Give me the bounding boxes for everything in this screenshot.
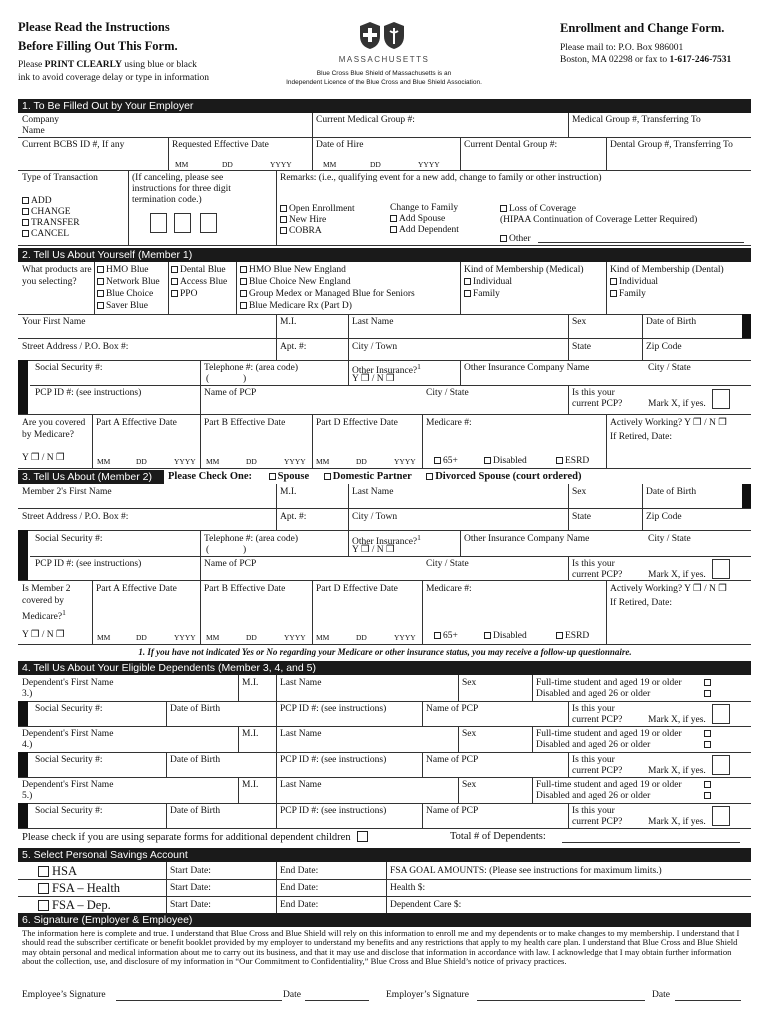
black-marker <box>18 752 28 777</box>
employee-date-line[interactable] <box>305 1000 369 1001</box>
canceling-note-2: instructions for three digit <box>132 184 231 194</box>
medicare-no-label: Medicare #: <box>426 584 472 594</box>
fsa-goal-label: FSA GOAL AMOUNTS: (Please see instructions for maximum limits.) <box>390 866 662 876</box>
city-town-label: City / Town <box>352 342 398 352</box>
member-2-check-one: Please Check One: Spouse Domestic Partner Divorced Spouse (court ordered) <box>164 470 751 484</box>
checkbox-icon[interactable] <box>556 632 563 639</box>
is-current-pcp-1: Is this your <box>572 755 615 765</box>
street-label: Street Address / P.O. Box #: <box>22 342 129 352</box>
product-network-blue[interactable]: Network Blue <box>97 277 160 288</box>
paren-open: ( <box>206 374 210 384</box>
dependent-5-number: 5.) <box>22 791 33 801</box>
sex-label: Sex <box>572 487 587 497</box>
dob-label: Date of Birth <box>646 317 697 327</box>
student-label: Full-time student and aged 19 or older <box>536 678 682 688</box>
checkbox-icon[interactable] <box>500 205 507 212</box>
employer-date-line[interactable] <box>675 1000 741 1001</box>
header-instructions-title-1: Please Read the Instructions <box>18 20 170 34</box>
dental-family-option[interactable]: Family <box>610 289 646 300</box>
yyyy-label: YYYY <box>270 160 292 169</box>
student-label: Full-time student and aged 19 or older <box>536 729 682 739</box>
first-name-label: Your First Name <box>22 317 86 327</box>
other-ins-company-label: Other Insurance Company Name <box>464 363 590 373</box>
change-to-family-label: Change to Family <box>390 203 459 213</box>
date-label: Date <box>652 990 670 1000</box>
yyyy-label: YYYY <box>284 633 306 642</box>
mark-x-label: Mark X, if yes. <box>648 766 706 776</box>
paren-close: ) <box>243 374 247 384</box>
dependent-4-first-name-label: Dependent's First Name <box>22 729 114 739</box>
footnote-note: 1. If you have not indicated Yes or No regarding your Medicare or other insurance status, you may receive a follow-up questionnaire. <box>138 647 632 657</box>
name-of-pcp-label: Name of PCP <box>204 559 257 569</box>
ssn-label: Social Security #: <box>35 806 103 816</box>
checkbox-icon[interactable] <box>484 632 491 639</box>
mark-x-label: Mark X, if yes. <box>648 399 706 409</box>
apt-label: Apt. #: <box>280 512 307 522</box>
black-marker <box>18 701 28 726</box>
add-dependent-option[interactable]: Add Dependent <box>390 225 459 236</box>
is-current-pcp-2: current PCP? <box>572 766 623 776</box>
product-access-blue[interactable]: Access Blue <box>171 277 227 288</box>
esrd-option[interactable]: ESRD <box>556 631 589 642</box>
section-3-header: 3. Tell Us About (Member 2) Please Check One: Spouse Domestic Partner Divorced Spouse (court ordered) <box>18 470 751 484</box>
last-name-label: Last Name <box>280 678 322 688</box>
logo-massachusetts: MASSACHUSETTS <box>338 55 430 64</box>
yyyy-label: YYYY <box>418 160 440 169</box>
mm-label: MM <box>323 160 337 169</box>
yyyy-label: YYYY <box>174 633 196 642</box>
age-65-option[interactable]: 65+ <box>434 456 458 467</box>
is-current-pcp-2: current PCP? <box>572 570 623 580</box>
esrd-option[interactable]: ESRD <box>556 456 589 467</box>
dd-label: DD <box>222 160 233 169</box>
mm-label: MM <box>97 633 111 642</box>
name-of-pcp-label: Name of PCP <box>204 388 257 398</box>
dd-label: DD <box>246 633 257 642</box>
checkbox-icon[interactable] <box>556 457 563 464</box>
black-marker <box>18 803 28 828</box>
if-retired-label: If Retired, Date: <box>610 432 672 442</box>
hipaa-note: (HIPAA Continuation of Coverage Letter Required) <box>500 215 698 225</box>
part-a-label: Part A Effective Date <box>96 584 177 594</box>
checkbox-icon[interactable] <box>704 792 711 799</box>
state-label: State <box>572 342 591 352</box>
total-dependents-label: Total # of Dependents: <box>450 831 546 842</box>
city-state-label: City / State <box>648 363 691 373</box>
checkbox-icon[interactable] <box>97 290 104 297</box>
pcp-id-label: PCP ID #: (see instructions) <box>35 388 142 398</box>
transaction-add[interactable]: ADD <box>22 196 52 207</box>
signature-statement: The information here is complete and true. I understand that Blue Cross and Blue Shield will rely on this information to enroll me and my dependents or to make changes to my membership. I understand that I should read the subscriber certificate or benefit booklet provided by my employer to understand my benefits and any restrictions that apply to my health care plan. I understand that Blue Cross and Blue Shield may obtain personal and medical information about me to carry out its business, and that it may use and disclose that information in accordance with law. I acknowledge that I may obtain further information about the collection, use, and disclosure of my information in “Our Commitment to Confidentiality,” Blue Cross and Blue Shield’s notice of privacy practices. <box>22 928 740 967</box>
actively-working[interactable]: Actively Working? Y ❒ / N ❒ <box>610 418 727 428</box>
employer-signature-label: Employer’s Signature <box>386 990 469 1000</box>
checkbox-icon[interactable] <box>97 302 104 309</box>
is-current-pcp-2: current PCP? <box>572 399 623 409</box>
kind-medical-label: Kind of Membership (Medical) <box>464 265 584 275</box>
mm-label: MM <box>316 457 330 466</box>
checkbox-icon[interactable] <box>484 457 491 464</box>
disabled26-label: Disabled and aged 26 or older <box>536 791 651 801</box>
ssn-label: Social Security #: <box>35 755 103 765</box>
city-state-label-2: City / State <box>426 388 469 398</box>
checkbox-icon[interactable] <box>464 290 471 297</box>
paren-open: ( <box>206 545 210 555</box>
product-ppo[interactable]: PPO <box>171 289 197 300</box>
current-pcp-box[interactable] <box>712 559 730 579</box>
dependent-4-number: 4.) <box>22 740 33 750</box>
form-title: Enrollment and Change Form. <box>560 21 725 35</box>
mail-address-2: Boston, MA 02298 or fax to 1-617-246-7531 <box>560 55 732 65</box>
disabled-option[interactable]: Disabled <box>484 456 527 467</box>
covered-by-medicare-label: Are you covered by Medicare? <box>22 418 86 440</box>
checkbox-icon[interactable] <box>171 290 178 297</box>
black-marker <box>18 360 28 414</box>
mark-x-label: Mark X, if yes. <box>648 817 706 827</box>
product-hmo-blue[interactable]: HMO Blue <box>97 265 149 276</box>
disabled-option[interactable]: Disabled <box>484 631 527 642</box>
medicare-yn[interactable]: Y ❒ / N ❒ <box>22 453 65 463</box>
is-current-pcp-1: Is this your <box>572 704 615 714</box>
dental-group-transfer-label: Dental Group #, Transferring To <box>610 140 733 150</box>
requested-effective-date-label: Requested Effective Date <box>172 140 269 150</box>
dd-label: DD <box>370 160 381 169</box>
name-of-pcp-label: Name of PCP <box>426 806 479 816</box>
yyyy-label: YYYY <box>394 457 416 466</box>
zip-label: Zip Code <box>646 512 682 522</box>
end-date-label: End Date: <box>280 866 319 876</box>
checkbox-icon[interactable] <box>171 266 178 273</box>
dob-label: Date of Birth <box>170 806 221 816</box>
name-of-pcp-label: Name of PCP <box>426 755 479 765</box>
mm-label: MM <box>206 633 220 642</box>
city-state-label-2: City / State <box>426 559 469 569</box>
student-checkbox[interactable] <box>704 729 713 740</box>
is-current-pcp-2: current PCP? <box>572 817 623 827</box>
dd-label: DD <box>136 457 147 466</box>
checkbox-icon[interactable] <box>97 278 104 285</box>
header-instructions-title-2: Before Filling Out This Form. <box>18 39 178 53</box>
last-name-label: Last Name <box>352 487 394 497</box>
checkbox-icon[interactable] <box>280 205 287 212</box>
start-date-label: Start Date: <box>170 883 211 893</box>
member2-medicare-label: Is Member 2 covered by Medicare?$^1$ <box>22 584 71 622</box>
part-b-label: Part B Effective Date <box>204 418 286 428</box>
mi-label: M.I. <box>280 317 297 327</box>
checkbox-icon[interactable] <box>434 632 441 639</box>
disabled26-checkbox[interactable] <box>704 689 713 700</box>
new-hire-option[interactable]: New Hire <box>280 215 326 226</box>
remarks-label: Remarks: (i.e., qualifying event for a new add, change to family or other instruction) <box>280 173 602 183</box>
medical-individual-option[interactable]: Individual <box>464 277 512 288</box>
dependent-3-first-name-label: Dependent's First Name <box>22 678 114 688</box>
other-insurance-label: Other Insurance?$^1$ <box>352 533 421 548</box>
other-insurance-label: Other Insurance?$^1$ <box>352 362 421 377</box>
paren-close: ) <box>243 545 247 555</box>
mi-label: M.I. <box>280 487 297 497</box>
section-6-header: 6. Signature (Employer & Employee) <box>18 913 751 927</box>
logo-sub-2: Independent Licence of the Blue Cross and Blue Shield Association. <box>286 79 482 86</box>
canceling-note-3: termination code.) <box>132 195 202 205</box>
name-of-pcp-label: Name of PCP <box>426 704 479 714</box>
part-a-label: Part A Effective Date <box>96 418 177 428</box>
dental-individual-option[interactable]: Individual <box>610 277 658 288</box>
part-d-label: Part D Effective Date <box>316 418 398 428</box>
telephone-label: Telephone #: (area code) <box>204 363 299 373</box>
city-state-label: City / State <box>648 534 691 544</box>
last-name-label: Last Name <box>352 317 394 327</box>
end-date-label: End Date: <box>280 883 319 893</box>
ssn-label: Social Security #: <box>35 704 103 714</box>
mi-label: M.I. <box>242 780 259 790</box>
telephone-label: Telephone #: (area code) <box>204 534 299 544</box>
checkbox-icon[interactable] <box>22 197 29 204</box>
yyyy-label: YYYY <box>284 457 306 466</box>
product-hmo-blue-ne[interactable]: HMO Blue New England <box>240 265 346 276</box>
sex-label: Sex <box>462 678 477 688</box>
sex-label: Sex <box>462 780 477 790</box>
section-4-header: 4. Tell Us About Your Eligible Dependents (Member 3, 4, and 5) <box>18 661 751 675</box>
student-checkbox[interactable] <box>704 678 713 689</box>
dob-label: Date of Birth <box>170 755 221 765</box>
what-products-label: What products are you selecting? <box>22 265 92 287</box>
dependent-care-label: Dependent Care $: <box>390 900 462 910</box>
black-marker <box>742 484 751 508</box>
current-medical-group-label: Current Medical Group #: <box>316 115 415 125</box>
checkbox-icon[interactable] <box>280 216 287 223</box>
checkbox-icon[interactable] <box>38 900 49 911</box>
checkbox-icon[interactable] <box>240 266 247 273</box>
dd-label: DD <box>136 633 147 642</box>
checkbox-icon[interactable] <box>426 473 433 480</box>
transaction-change[interactable]: CHANGE <box>22 207 71 218</box>
product-group-medex[interactable]: Group Medex or Managed Blue for Seniors <box>240 289 415 300</box>
last-name-label: Last Name <box>280 780 322 790</box>
kind-dental-label: Kind of Membership (Dental) <box>610 265 724 275</box>
actively-working[interactable]: Actively Working? Y ❒ / N ❒ <box>610 584 727 594</box>
mail-address-1: Please mail to: P.O. Box 986001 <box>560 43 684 53</box>
product-saver-blue[interactable]: Saver Blue <box>97 301 148 312</box>
pcp-id-label: PCP ID #: (see instructions) <box>280 806 387 816</box>
dependent-5-first-name-label: Dependent's First Name <box>22 780 114 790</box>
product-blue-choice-ne[interactable]: Blue Choice New England <box>240 277 351 288</box>
start-date-label: Start Date: <box>170 866 211 876</box>
checkbox-icon[interactable] <box>610 278 617 285</box>
employee-signature-line[interactable] <box>116 1000 282 1001</box>
dob-label: Date of Birth <box>646 487 697 497</box>
header-ink-note: ink to avoid coverage delay or type in information <box>18 73 209 83</box>
type-of-transaction-label: Type of Transaction <box>22 173 98 183</box>
checkbox-icon[interactable] <box>240 290 247 297</box>
mm-label: MM <box>206 457 220 466</box>
mm-label: MM <box>316 633 330 642</box>
checkbox-icon[interactable] <box>269 473 276 480</box>
date-of-hire-label: Date of Hire <box>316 140 364 150</box>
checkbox-icon[interactable] <box>610 290 617 297</box>
student-label: Full-time student and aged 19 or older <box>536 780 682 790</box>
disabled26-label: Disabled and aged 26 or older <box>536 740 651 750</box>
checkbox-icon[interactable] <box>22 219 29 226</box>
account-hsa[interactable]: HSA <box>38 864 77 878</box>
checkbox-icon[interactable] <box>324 473 331 480</box>
black-marker <box>18 530 28 580</box>
current-pcp-box[interactable] <box>712 704 730 724</box>
dd-label: DD <box>246 457 257 466</box>
medical-group-transfer-label: Medical Group #, Transferring To <box>572 115 701 125</box>
city-town-label: City / Town <box>352 512 398 522</box>
student-checkbox[interactable] <box>704 780 713 791</box>
checkbox-icon[interactable] <box>704 741 711 748</box>
mi-label: M.I. <box>242 729 259 739</box>
medicare-no-label: Medicare #: <box>426 418 472 428</box>
member2-first-name-label: Member 2's First Name <box>22 487 112 497</box>
last-name-label: Last Name <box>280 729 322 739</box>
medicare-yn[interactable]: Y ❒ / N ❒ <box>22 630 65 640</box>
mm-label: MM <box>175 160 189 169</box>
checkbox-icon[interactable] <box>704 679 711 686</box>
checkbox-icon[interactable] <box>240 278 247 285</box>
account-fsa-dep[interactable]: FSA – Dep. <box>38 898 111 912</box>
checkbox-icon[interactable] <box>171 278 178 285</box>
current-pcp-box[interactable] <box>712 389 730 409</box>
is-current-pcp-1: Is this your <box>572 559 615 569</box>
dd-label: DD <box>356 633 367 642</box>
open-enrollment-option[interactable]: Open Enrollment <box>280 204 355 215</box>
checkbox-icon[interactable] <box>704 690 711 697</box>
checkbox-icon[interactable] <box>240 302 247 309</box>
mark-x-label: Mark X, if yes. <box>648 715 706 725</box>
product-blue-medicare-rx[interactable]: Blue Medicare Rx (Part D) <box>240 301 352 312</box>
mi-label: M.I. <box>242 678 259 688</box>
termination-code-box-1[interactable] <box>150 213 167 233</box>
checkbox-icon[interactable] <box>38 883 49 894</box>
date-label: Date <box>283 990 301 1000</box>
checkbox-icon[interactable] <box>390 215 397 222</box>
section-2-header: 2. Tell Us About Yourself (Member 1) <box>18 248 751 262</box>
ssn-label: Social Security #: <box>35 534 103 544</box>
sex-label: Sex <box>572 317 587 327</box>
dd-label: DD <box>356 457 367 466</box>
mm-label: MM <box>97 457 111 466</box>
checkbox-icon[interactable] <box>704 730 711 737</box>
employee-signature-label: Employee’s Signature <box>22 990 106 1000</box>
termination-code-box-2[interactable] <box>174 213 191 233</box>
dob-label: Date of Birth <box>170 704 221 714</box>
canceling-note-1: (If canceling, please see <box>132 173 224 183</box>
zip-label: Zip Code <box>646 342 682 352</box>
section-1-header: 1. To Be Filled Out by Your Employer <box>18 99 751 113</box>
checkbox-icon[interactable] <box>390 226 397 233</box>
checkbox-icon[interactable] <box>434 457 441 464</box>
product-dental-blue[interactable]: Dental Blue <box>171 265 226 276</box>
pcp-id-label: PCP ID #: (see instructions) <box>280 755 387 765</box>
disabled26-checkbox[interactable] <box>704 740 713 751</box>
bcbs-logo-icon <box>358 20 408 50</box>
checkbox-icon[interactable] <box>464 278 471 285</box>
header-print-clearly: Please PRINT CLEARLY using blue or black <box>18 60 197 70</box>
medical-family-option[interactable]: Family <box>464 289 500 300</box>
other-insurance-yn[interactable]: Y ❒ / N ❒ <box>352 374 395 384</box>
loss-of-coverage-option[interactable]: Loss of Coverage <box>500 204 576 215</box>
part-b-label: Part B Effective Date <box>204 584 286 594</box>
sex-label: Sex <box>462 729 477 739</box>
separate-forms-label: Please check if you are using separate forms for additional dependent children <box>22 831 371 844</box>
checkbox-icon[interactable] <box>22 208 29 215</box>
section-5-header: 5. Select Personal Savings Account <box>18 848 751 862</box>
current-pcp-box[interactable] <box>712 755 730 775</box>
checkbox-icon[interactable] <box>38 866 49 877</box>
current-bcbs-id-label: Current BCBS ID #, If any <box>22 140 125 150</box>
checkbox-icon[interactable] <box>357 831 368 842</box>
yyyy-label: YYYY <box>174 457 196 466</box>
yyyy-label: YYYY <box>394 633 416 642</box>
logo-sub-1: Blue Cross Blue Shield of Massachusetts is an <box>316 70 452 77</box>
black-marker <box>742 314 751 338</box>
other-insurance-yn[interactable]: Y ❒ / N ❒ <box>352 545 395 555</box>
street-label: Street Address / P.O. Box #: <box>22 512 129 522</box>
is-current-pcp-2: current PCP? <box>572 715 623 725</box>
dependent-3-number: 3.) <box>22 689 33 699</box>
part-d-label: Part D Effective Date <box>316 584 398 594</box>
termination-code-box-3[interactable] <box>200 213 217 233</box>
account-fsa-health[interactable]: FSA – Health <box>38 881 120 895</box>
start-date-label: Start Date: <box>170 900 211 910</box>
is-current-pcp-1: Is this your <box>572 806 615 816</box>
add-spouse-option[interactable]: Add Spouse <box>390 214 445 225</box>
health-amount-label: Health $: <box>390 883 426 893</box>
mark-x-label: Mark X, if yes. <box>648 570 706 580</box>
cobra-option[interactable]: COBRA <box>280 226 322 237</box>
state-label: State <box>572 512 591 522</box>
checkbox-icon[interactable] <box>704 781 711 788</box>
checkbox-icon[interactable] <box>500 235 507 242</box>
apt-label: Apt. #: <box>280 342 307 352</box>
other-ins-company-label: Other Insurance Company Name <box>464 534 590 544</box>
current-pcp-box[interactable] <box>712 806 730 826</box>
pcp-id-label: PCP ID #: (see instructions) <box>35 559 142 569</box>
transaction-transfer[interactable]: TRANSFER <box>22 218 80 229</box>
disabled26-checkbox[interactable] <box>704 791 713 802</box>
other-option[interactable]: Other <box>500 234 531 245</box>
end-date-label: End Date: <box>280 900 319 910</box>
checkbox-icon[interactable] <box>22 230 29 237</box>
checkbox-icon[interactable] <box>97 266 104 273</box>
pcp-id-label: PCP ID #: (see instructions) <box>280 704 387 714</box>
ssn-label: Social Security #: <box>35 363 103 373</box>
disabled26-label: Disabled and aged 26 or older <box>536 689 651 699</box>
current-dental-group-label: Current Dental Group #: <box>464 140 558 150</box>
age-65-option[interactable]: 65+ <box>434 631 458 642</box>
company-name-label: Company Name <box>22 115 59 136</box>
checkbox-icon[interactable] <box>280 227 287 234</box>
employer-signature-line[interactable] <box>477 1000 645 1001</box>
product-blue-choice[interactable]: Blue Choice <box>97 289 153 300</box>
if-retired-label: If Retired, Date: <box>610 598 672 608</box>
transaction-cancel[interactable]: CANCEL <box>22 229 69 240</box>
is-current-pcp-1: Is this your <box>572 388 615 398</box>
